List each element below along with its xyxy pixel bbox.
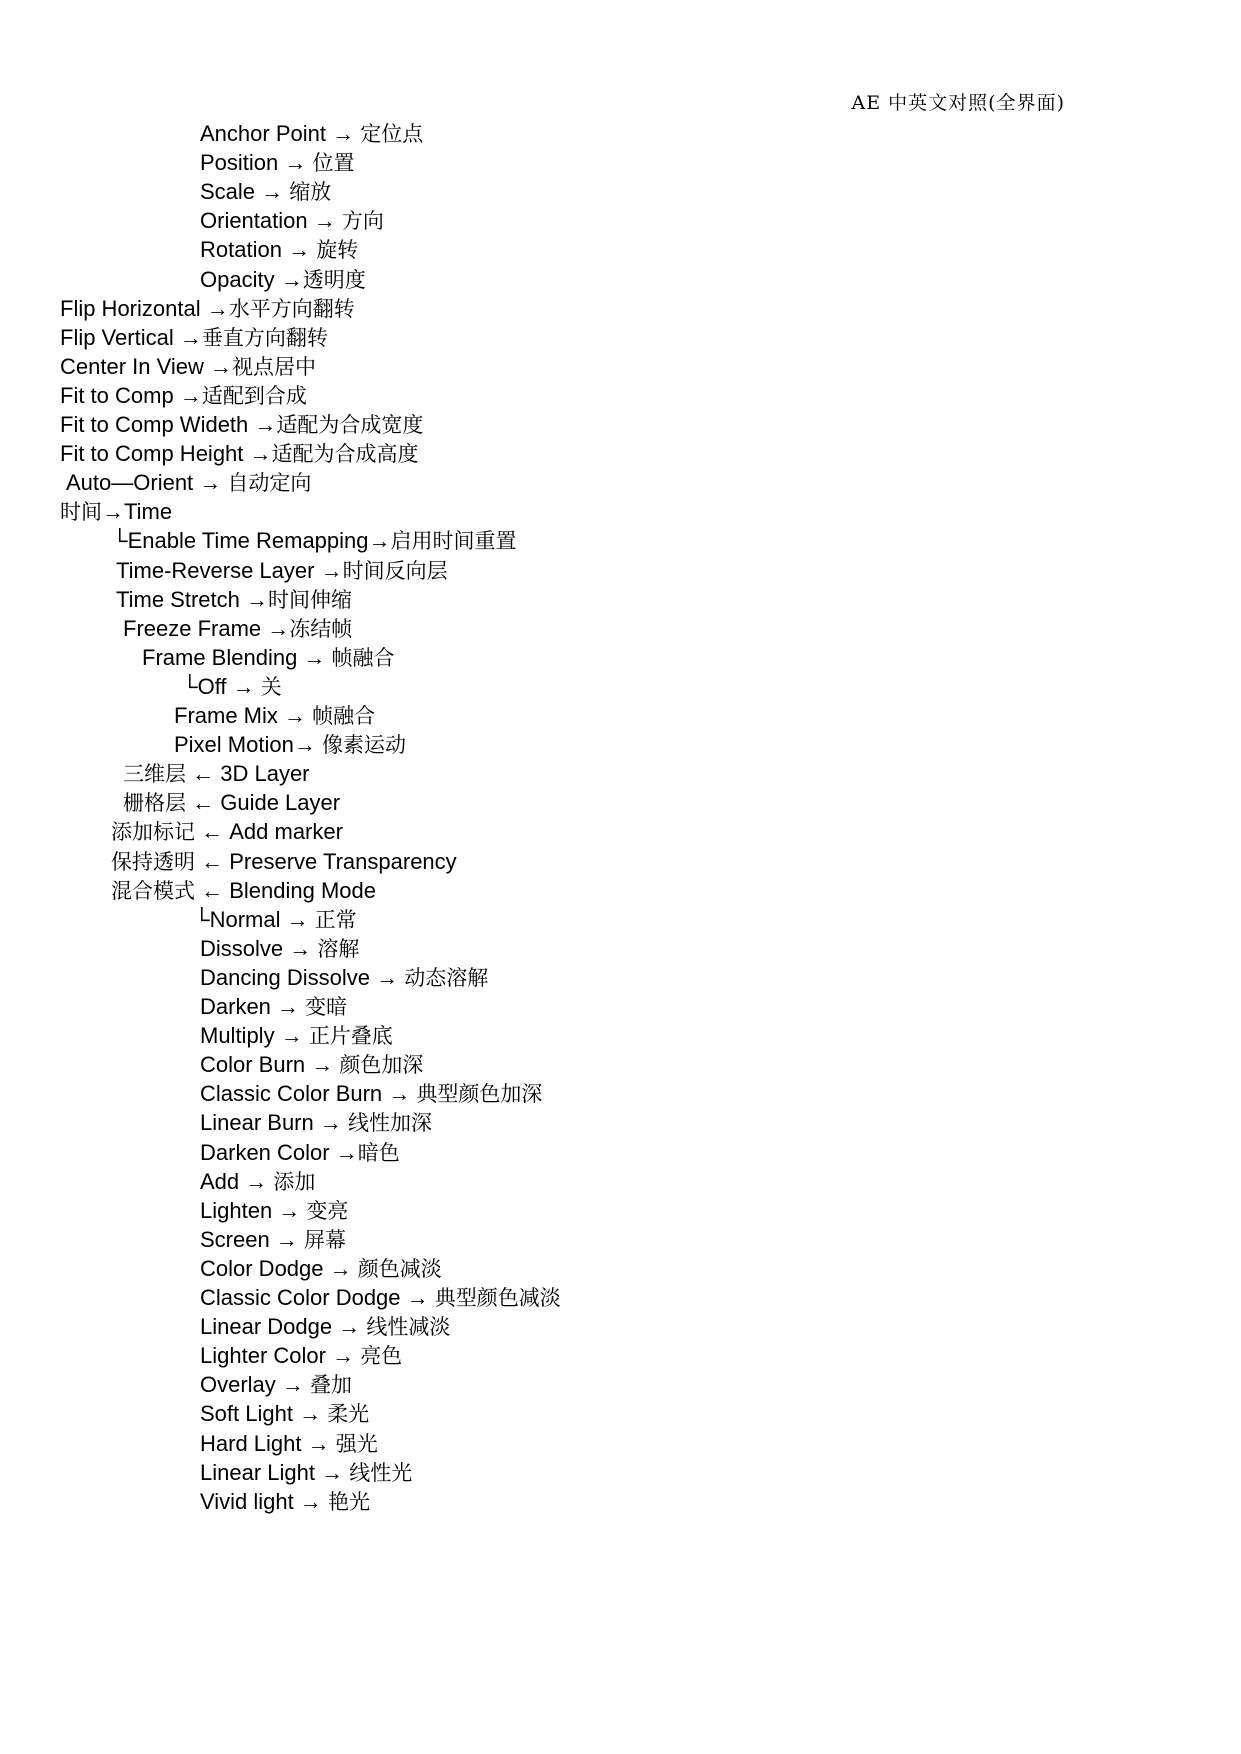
english-term: Vivid light <box>200 1489 294 1514</box>
english-term: Hard Light <box>200 1431 302 1456</box>
arrow-right-icon: → <box>255 179 290 204</box>
english-term: Preserve Transparency <box>229 849 457 874</box>
term-entry <box>200 1137 400 1169</box>
term-entry <box>200 1107 432 1139</box>
term-entry <box>116 555 448 587</box>
term-entry <box>60 380 307 412</box>
english-term: Freeze Frame <box>123 616 262 641</box>
term-entry <box>200 1457 412 1489</box>
chinese-term: 动态溶解 <box>404 966 489 990</box>
term-entry <box>200 1369 352 1401</box>
chinese-term: 适配为合成宽度 <box>276 413 424 437</box>
english-term: └Off <box>182 674 227 699</box>
term-entry <box>123 787 340 819</box>
term-entry <box>111 846 457 878</box>
english-term: Add marker <box>229 819 343 844</box>
chinese-term: 添加 <box>273 1170 316 1194</box>
term-entry <box>200 264 366 296</box>
chinese-term: 关 <box>260 675 282 699</box>
english-term: Dancing Dissolve <box>200 965 370 990</box>
chinese-term: 旋转 <box>316 238 359 262</box>
english-term: Linear Dodge <box>200 1314 333 1339</box>
term-entry <box>116 584 352 616</box>
chinese-term: 暗色 <box>357 1141 400 1165</box>
english-term: Darken <box>200 994 271 1019</box>
arrow-right-icon: → <box>305 1052 340 1077</box>
term-entry <box>60 293 355 325</box>
english-term: Guide Layer <box>220 790 341 815</box>
english-term: Color Dodge <box>200 1256 324 1281</box>
chinese-term: 帧融合 <box>331 646 395 670</box>
arrow-right-icon: → <box>226 674 261 699</box>
term-entry <box>200 1195 348 1227</box>
term-entry <box>200 991 347 1023</box>
english-term: Flip Horizontal <box>60 296 201 321</box>
arrow-right-icon: → <box>200 296 229 321</box>
chinese-term: 像素运动 <box>321 733 406 757</box>
arrow-right-icon: → <box>292 1401 328 1426</box>
arrow-right-icon: → <box>277 703 313 728</box>
english-term: Add <box>200 1169 240 1194</box>
term-entry <box>123 613 352 645</box>
arrow-right-icon: → <box>314 1460 350 1485</box>
arrow-right-icon: → <box>307 208 342 233</box>
chinese-term: 添加标记 <box>111 820 195 844</box>
chinese-term: 线性减淡 <box>366 1315 451 1339</box>
arrow-right-icon: → <box>274 1023 309 1048</box>
english-term: Time <box>124 499 173 524</box>
term-entry <box>200 1398 369 1430</box>
chinese-term: 定位点 <box>360 122 424 146</box>
term-entry <box>111 875 376 907</box>
english-term: Auto—Orient <box>66 470 194 495</box>
arrow-left-icon: ← <box>195 819 230 844</box>
arrow-right-icon: → <box>325 1343 361 1368</box>
english-term: Time Stretch <box>116 587 240 612</box>
english-term: Orientation <box>200 208 308 233</box>
chinese-term: 线性加深 <box>347 1111 432 1135</box>
chinese-term: 水平方向翻转 <box>228 297 355 321</box>
arrow-right-icon: → <box>369 965 405 990</box>
chinese-term: 三维层 <box>123 762 186 786</box>
arrow-right-icon: → <box>297 645 332 670</box>
english-term: Lighter Color <box>200 1343 326 1368</box>
term-entry <box>200 1428 378 1460</box>
term-entry <box>111 816 343 848</box>
arrow-right-icon: → <box>248 412 277 437</box>
term-entry <box>200 962 488 994</box>
arrow-right-icon: → <box>313 1110 348 1135</box>
arrow-right-icon: → <box>272 1198 307 1223</box>
term-entry <box>200 1282 561 1314</box>
chinese-term: 保持透明 <box>111 850 195 874</box>
arrow-left-icon: ← <box>186 761 221 786</box>
chinese-term: 缩放 <box>289 180 332 204</box>
arrow-left-icon: ← <box>186 790 221 815</box>
term-entry <box>200 1078 542 1110</box>
term-entry <box>60 351 316 383</box>
term-entry <box>200 1020 393 1052</box>
arrow-right-icon: → <box>269 1227 304 1252</box>
arrow-right-icon: → <box>173 383 202 408</box>
chinese-term: 典型颜色加深 <box>416 1082 543 1106</box>
term-entry <box>200 176 331 208</box>
term-entry <box>200 234 358 266</box>
arrow-right-icon: → <box>332 1314 367 1339</box>
english-term: Soft Light <box>200 1401 293 1426</box>
arrow-right-icon: → <box>293 732 322 757</box>
english-term: Time-Reverse Layer <box>116 558 315 583</box>
english-term: Multiply <box>200 1023 275 1048</box>
chinese-term: 溶解 <box>317 937 360 961</box>
term-entry <box>200 1486 370 1518</box>
term-entry <box>200 1224 346 1256</box>
chinese-term: 叠加 <box>310 1373 353 1397</box>
english-term: Linear Burn <box>200 1110 314 1135</box>
english-term: Frame Mix <box>174 703 278 728</box>
chinese-term: 适配到合成 <box>201 384 307 408</box>
arrow-right-icon: → <box>400 1285 435 1310</box>
arrow-right-icon: → <box>314 558 343 583</box>
arrow-right-icon: → <box>203 354 233 379</box>
arrow-right-icon: → <box>102 499 124 524</box>
english-term: Lighten <box>200 1198 273 1223</box>
page-header: AE 中英文对照(全界面) <box>851 92 1065 114</box>
chinese-term: 时间 <box>60 500 102 524</box>
english-term: Flip Vertical <box>60 325 174 350</box>
term-entry <box>200 933 359 965</box>
english-term: Darken Color <box>200 1140 330 1165</box>
term-entry <box>200 1166 315 1198</box>
term-entry <box>194 904 357 936</box>
arrow-right-icon: → <box>173 325 202 350</box>
term-entry <box>174 729 406 761</box>
chinese-term: 颜色加深 <box>339 1053 424 1077</box>
term-entry <box>200 1311 450 1343</box>
chinese-term: 屏幕 <box>303 1228 346 1252</box>
english-term: Screen <box>200 1227 270 1252</box>
arrow-right-icon: → <box>239 1169 274 1194</box>
term-entry <box>60 496 172 528</box>
term-entry <box>200 1049 423 1081</box>
chinese-term: 视点居中 <box>232 355 317 379</box>
term-entry <box>200 1253 442 1285</box>
english-term: Center In View <box>60 354 204 379</box>
chinese-term: 自动定向 <box>227 471 312 495</box>
chinese-term: 典型颜色减淡 <box>434 1286 561 1310</box>
english-term: Opacity <box>200 267 275 292</box>
english-term: Anchor Point <box>200 121 326 146</box>
chinese-term: 线性光 <box>349 1461 413 1485</box>
chinese-term: 适配为合成高度 <box>271 442 419 466</box>
english-term: Linear Light <box>200 1460 315 1485</box>
chinese-term: 强光 <box>335 1432 378 1456</box>
english-term: Overlay <box>200 1372 276 1397</box>
arrow-left-icon: ← <box>195 849 230 874</box>
chinese-term: 亮色 <box>360 1344 403 1368</box>
english-term: Frame Blending <box>142 645 298 670</box>
english-term: Classic Color Burn <box>200 1081 383 1106</box>
term-entry <box>182 671 282 703</box>
chinese-term: 栅格层 <box>123 791 186 815</box>
arrow-right-icon: → <box>243 441 272 466</box>
arrow-right-icon: → <box>261 616 290 641</box>
chinese-term: 柔光 <box>327 1402 370 1426</box>
term-entry <box>60 438 419 470</box>
term-entry <box>112 525 517 557</box>
chinese-term: 正常 <box>314 908 357 932</box>
arrow-right-icon: → <box>301 1431 336 1456</box>
english-term: └Normal <box>194 907 281 932</box>
term-entry <box>200 1340 402 1372</box>
chinese-term: 时间反向层 <box>342 559 448 583</box>
chinese-term: 透明度 <box>302 268 366 292</box>
arrow-right-icon: → <box>193 470 228 495</box>
arrow-right-icon: → <box>368 528 391 553</box>
arrow-right-icon: → <box>270 994 306 1019</box>
arrow-right-icon: → <box>281 237 317 262</box>
arrow-left-icon: ← <box>195 878 230 903</box>
arrow-right-icon: → <box>329 1140 358 1165</box>
english-term: Classic Color Dodge <box>200 1285 401 1310</box>
english-term: Blending Mode <box>229 878 377 903</box>
chinese-term: 帧融合 <box>312 704 376 728</box>
term-entry <box>174 700 375 732</box>
english-term: Pixel Motion <box>174 732 294 757</box>
arrow-right-icon: → <box>382 1081 417 1106</box>
chinese-term: 冻结帧 <box>289 617 353 641</box>
term-entry <box>123 758 310 790</box>
term-entry <box>60 409 423 441</box>
term-entry <box>200 118 423 150</box>
chinese-term: 启用时间重置 <box>390 529 517 553</box>
arrow-right-icon: → <box>325 121 361 146</box>
term-entry <box>60 322 328 354</box>
chinese-term: 混合模式 <box>111 879 195 903</box>
english-term: Color Burn <box>200 1052 306 1077</box>
term-entry <box>66 467 311 499</box>
chinese-term: 位置 <box>312 151 355 175</box>
chinese-term: 艳光 <box>328 1490 370 1514</box>
arrow-right-icon: → <box>280 907 315 932</box>
chinese-term: 方向 <box>341 209 384 233</box>
term-entry <box>200 205 384 237</box>
chinese-term: 变亮 <box>306 1199 349 1223</box>
english-term: Fit to Comp Wideth <box>60 412 249 437</box>
english-term: Position <box>200 150 279 175</box>
arrow-right-icon: → <box>239 587 269 612</box>
english-term: └Enable Time Remapping <box>112 528 369 553</box>
chinese-term: 时间伸缩 <box>268 588 353 612</box>
chinese-term: 颜色减淡 <box>357 1257 442 1281</box>
english-term: Rotation <box>200 237 282 262</box>
english-term: Dissolve <box>200 936 284 961</box>
chinese-term: 变暗 <box>305 995 348 1019</box>
chinese-term: 垂直方向翻转 <box>201 326 328 350</box>
arrow-right-icon: → <box>293 1489 328 1514</box>
arrow-right-icon: → <box>283 936 318 961</box>
english-term: Fit to Comp Height <box>60 441 244 466</box>
chinese-term: 正片叠底 <box>308 1024 393 1048</box>
term-entry <box>142 642 395 674</box>
english-term: Fit to Comp <box>60 383 174 408</box>
arrow-right-icon: → <box>274 267 303 292</box>
arrow-right-icon: → <box>323 1256 358 1281</box>
arrow-right-icon: → <box>275 1372 311 1397</box>
term-entry <box>200 147 355 179</box>
english-term: Scale <box>200 179 256 204</box>
arrow-right-icon: → <box>278 150 313 175</box>
english-term: 3D Layer <box>220 761 310 786</box>
